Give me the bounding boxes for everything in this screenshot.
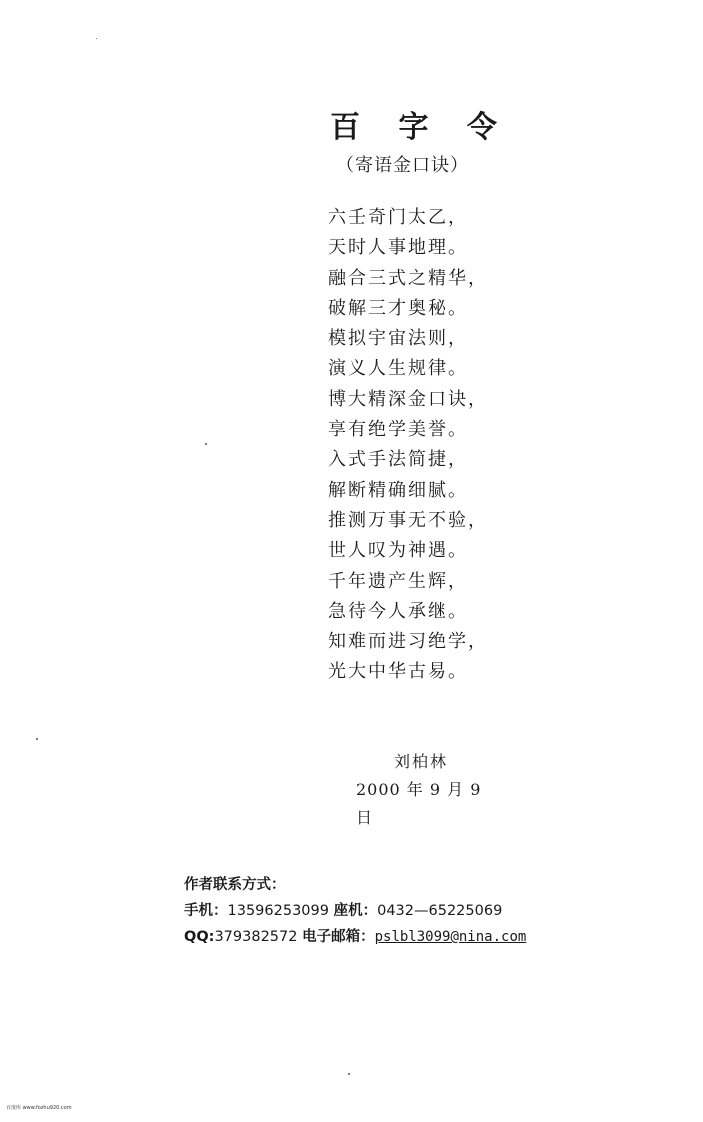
scan-speck (205, 443, 207, 445)
contact-heading: 作者联系方式： (184, 877, 286, 893)
poem-line: 破解三才奥秘。 (328, 297, 468, 319)
poem (328, 203, 488, 688)
signature-date: 2000 年 9 月 9 日 (356, 780, 482, 827)
author-name: 刘柏林 (394, 752, 449, 771)
signature (356, 748, 496, 832)
poem-line: 入式手法简捷， (328, 449, 468, 471)
poem-line: 享有绝学美誉。 (328, 419, 468, 441)
poem-line: 光大中华古易。 (328, 661, 468, 683)
poem-line: 六壬奇门太乙， (328, 207, 468, 228)
poem-line: 天时人事地理。 (328, 237, 468, 259)
contact-phone-row (184, 898, 526, 924)
poem-line: 推测万事无不验， (328, 509, 488, 531)
scan-speck (36, 738, 38, 740)
poem-line: 解断精确细腻。 (328, 479, 468, 501)
poem-line: 急待今人承继。 (328, 600, 468, 622)
landline-label: 座机： (333, 903, 378, 919)
poem-line: 融合三式之精华， (328, 267, 488, 289)
poem-line: 知难而进习绝学， (328, 631, 488, 653)
footer-watermark: 百度库 www.fozhu920.com (6, 1105, 72, 1111)
poem-line: 世人叹为神遇。 (328, 540, 468, 562)
email-link[interactable]: pslbl3099@nina.com (374, 929, 527, 945)
qq-label: QQ: (184, 929, 215, 945)
page-title: 百 字 令 (330, 110, 511, 145)
mobile-label: 手机： (184, 903, 228, 919)
qq-number: 379382572 (214, 929, 298, 945)
poem-line: 博大精深金口诀， (328, 388, 488, 410)
mobile-number: 13596253099 (227, 903, 329, 919)
contact-info (184, 872, 526, 950)
contact-online-row (184, 924, 526, 950)
page-subtitle: （寄语金口诀） (336, 155, 469, 176)
scan-speck (96, 38, 97, 39)
poem-line: 模拟宇宙法则， (328, 328, 468, 350)
email-label: 电子邮箱： (302, 929, 375, 945)
scan-speck (348, 1073, 350, 1075)
poem-line: 千年遗产生辉， (328, 570, 468, 592)
poem-line: 演义人生规律。 (328, 358, 468, 380)
landline-number: 0432—65225069 (377, 903, 503, 919)
